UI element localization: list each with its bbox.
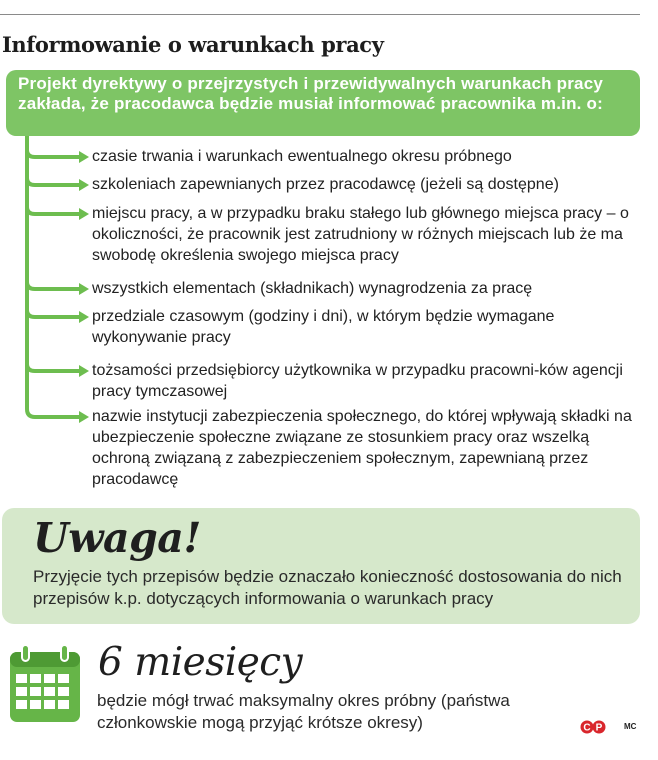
arrow-right-icon [79, 151, 89, 163]
page-title: Informowanie o warunkach pracy [2, 32, 384, 57]
list-item: czasie trwania i warunkach ewentualnego okresu próbnego [92, 148, 512, 165]
arrow-right-icon [79, 283, 89, 295]
list-item: tożsamości przedsiębiorcy użytkownika w przypadku pracowni-ków agencji pracy tymczasowej [92, 362, 623, 400]
author-credit: MC [624, 722, 637, 731]
calendar-icon [8, 644, 82, 724]
fact-text: będzie mógł trwać maksymalny okres próbny (państwa członkowskie mogą przyjąć krótsze okresy) [97, 691, 510, 732]
note-heading: Uwaga! [33, 514, 201, 562]
fact-value: 6 miesięcy [98, 640, 303, 685]
list-item: szkoleniach zapewnianych przez pracodawcę (jeżeli są dostępne) [92, 176, 559, 193]
top-rule [0, 14, 640, 15]
svg-text:P: P [595, 722, 603, 734]
list-item: wszystkich elementach (składnikach) wynagrodzenia za pracę [92, 280, 533, 297]
arrow-right-icon [79, 208, 89, 220]
list-item: przedziale czasowym (godziny i dni), w którym będzie wymagane wykonywanie pracy [92, 308, 555, 346]
cp-logo [580, 719, 606, 735]
list-item: miejscu pracy, a w przypadku braku stałego lub głównego miejsca pracy – o okoliczności, że pracownik jest zatrudniony w różnych miejscach lub że ma swobodę określenia swojego miejsca pracy [92, 205, 629, 264]
svg-text:C: C [583, 722, 591, 734]
arrow-right-icon [79, 365, 89, 377]
arrow-right-icon [79, 411, 89, 423]
note-text: Przyjęcie tych przepisów będzie oznaczało konieczność dostosowania do nich przepisów k.p. dotyczących informowania o warunkach pracy [33, 567, 622, 608]
header-text: Projekt dyrektywy o przejrzystych i przewidywalnych warunkach pracy zakłada, że pracodawca będzie musiał informować pracownika m.in. o: [18, 74, 604, 113]
arrow-right-icon [79, 179, 89, 191]
arrow-right-icon [79, 311, 89, 323]
list-item: nazwie instytucji zabezpieczenia społecznego, do której wpływają składki na ubezpieczenie społeczne związane ze stosunkiem pracy oraz wszelką ochroną związaną z zabezpieczeniem społecznym, zapewnianą przez pracodawcę [92, 408, 632, 488]
